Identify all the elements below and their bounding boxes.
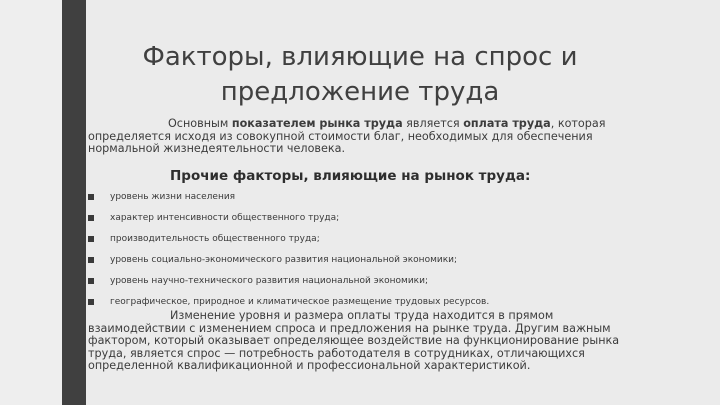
list-item [88, 210, 648, 231]
conclusion-paragraph: Изменение уровня и размера оплаты труда находится в прямом взаимодействии с изменением спроса и предложения на рынке труда. Другим важным фактором, который оказывает определяющее воздействие на функционирование рынка труда, является спрос — потребность работодателя в сотрудниках, отличающихся определенной квалификационной и профессиональной характеристикой. [88, 309, 620, 372]
list-item-text: производительность общественного труда; [110, 234, 320, 244]
factors-list [88, 189, 648, 315]
list-item-text: уровень жизни населения [110, 192, 236, 202]
intro-bold-2: оплата труда [463, 117, 551, 130]
list-item [88, 231, 648, 252]
square-bullet-icon [88, 194, 94, 200]
square-bullet-icon [88, 236, 94, 242]
decorative-dark-band [62, 0, 86, 405]
square-bullet-icon [88, 257, 94, 263]
square-bullet-icon [88, 299, 94, 305]
intro-text-2: является [402, 117, 464, 130]
slide-title: Факторы, влияющие на спрос и предложение труда [142, 42, 578, 107]
list-item [88, 189, 648, 210]
list-item-text: характер интенсивности общественного труда; [110, 213, 340, 223]
list-item-text: уровень социально-экономического развития национальной экономики; [110, 255, 458, 265]
intro-text-1: Основным [168, 117, 232, 130]
list-item-text: уровень научно-технического развития национальной экономики; [110, 276, 428, 286]
square-bullet-icon [88, 215, 94, 221]
intro-paragraph [88, 118, 638, 156]
list-item [88, 273, 648, 294]
square-bullet-icon [88, 278, 94, 284]
intro-bold-1: показателем рынка труда [231, 117, 403, 130]
list-item-text: географическое, природное и климатическое размещение трудовых ресурсов. [110, 297, 490, 307]
left-margin [0, 0, 62, 405]
intro-text-3: , которая определяется исходя из совокупной стоимости благ, необходимых для обеспечения нормальной жизнедеятельности человека. [88, 117, 606, 155]
list-item [88, 252, 648, 273]
factors-subheading: Прочие факторы, влияющие на рынок труда: [170, 168, 531, 184]
